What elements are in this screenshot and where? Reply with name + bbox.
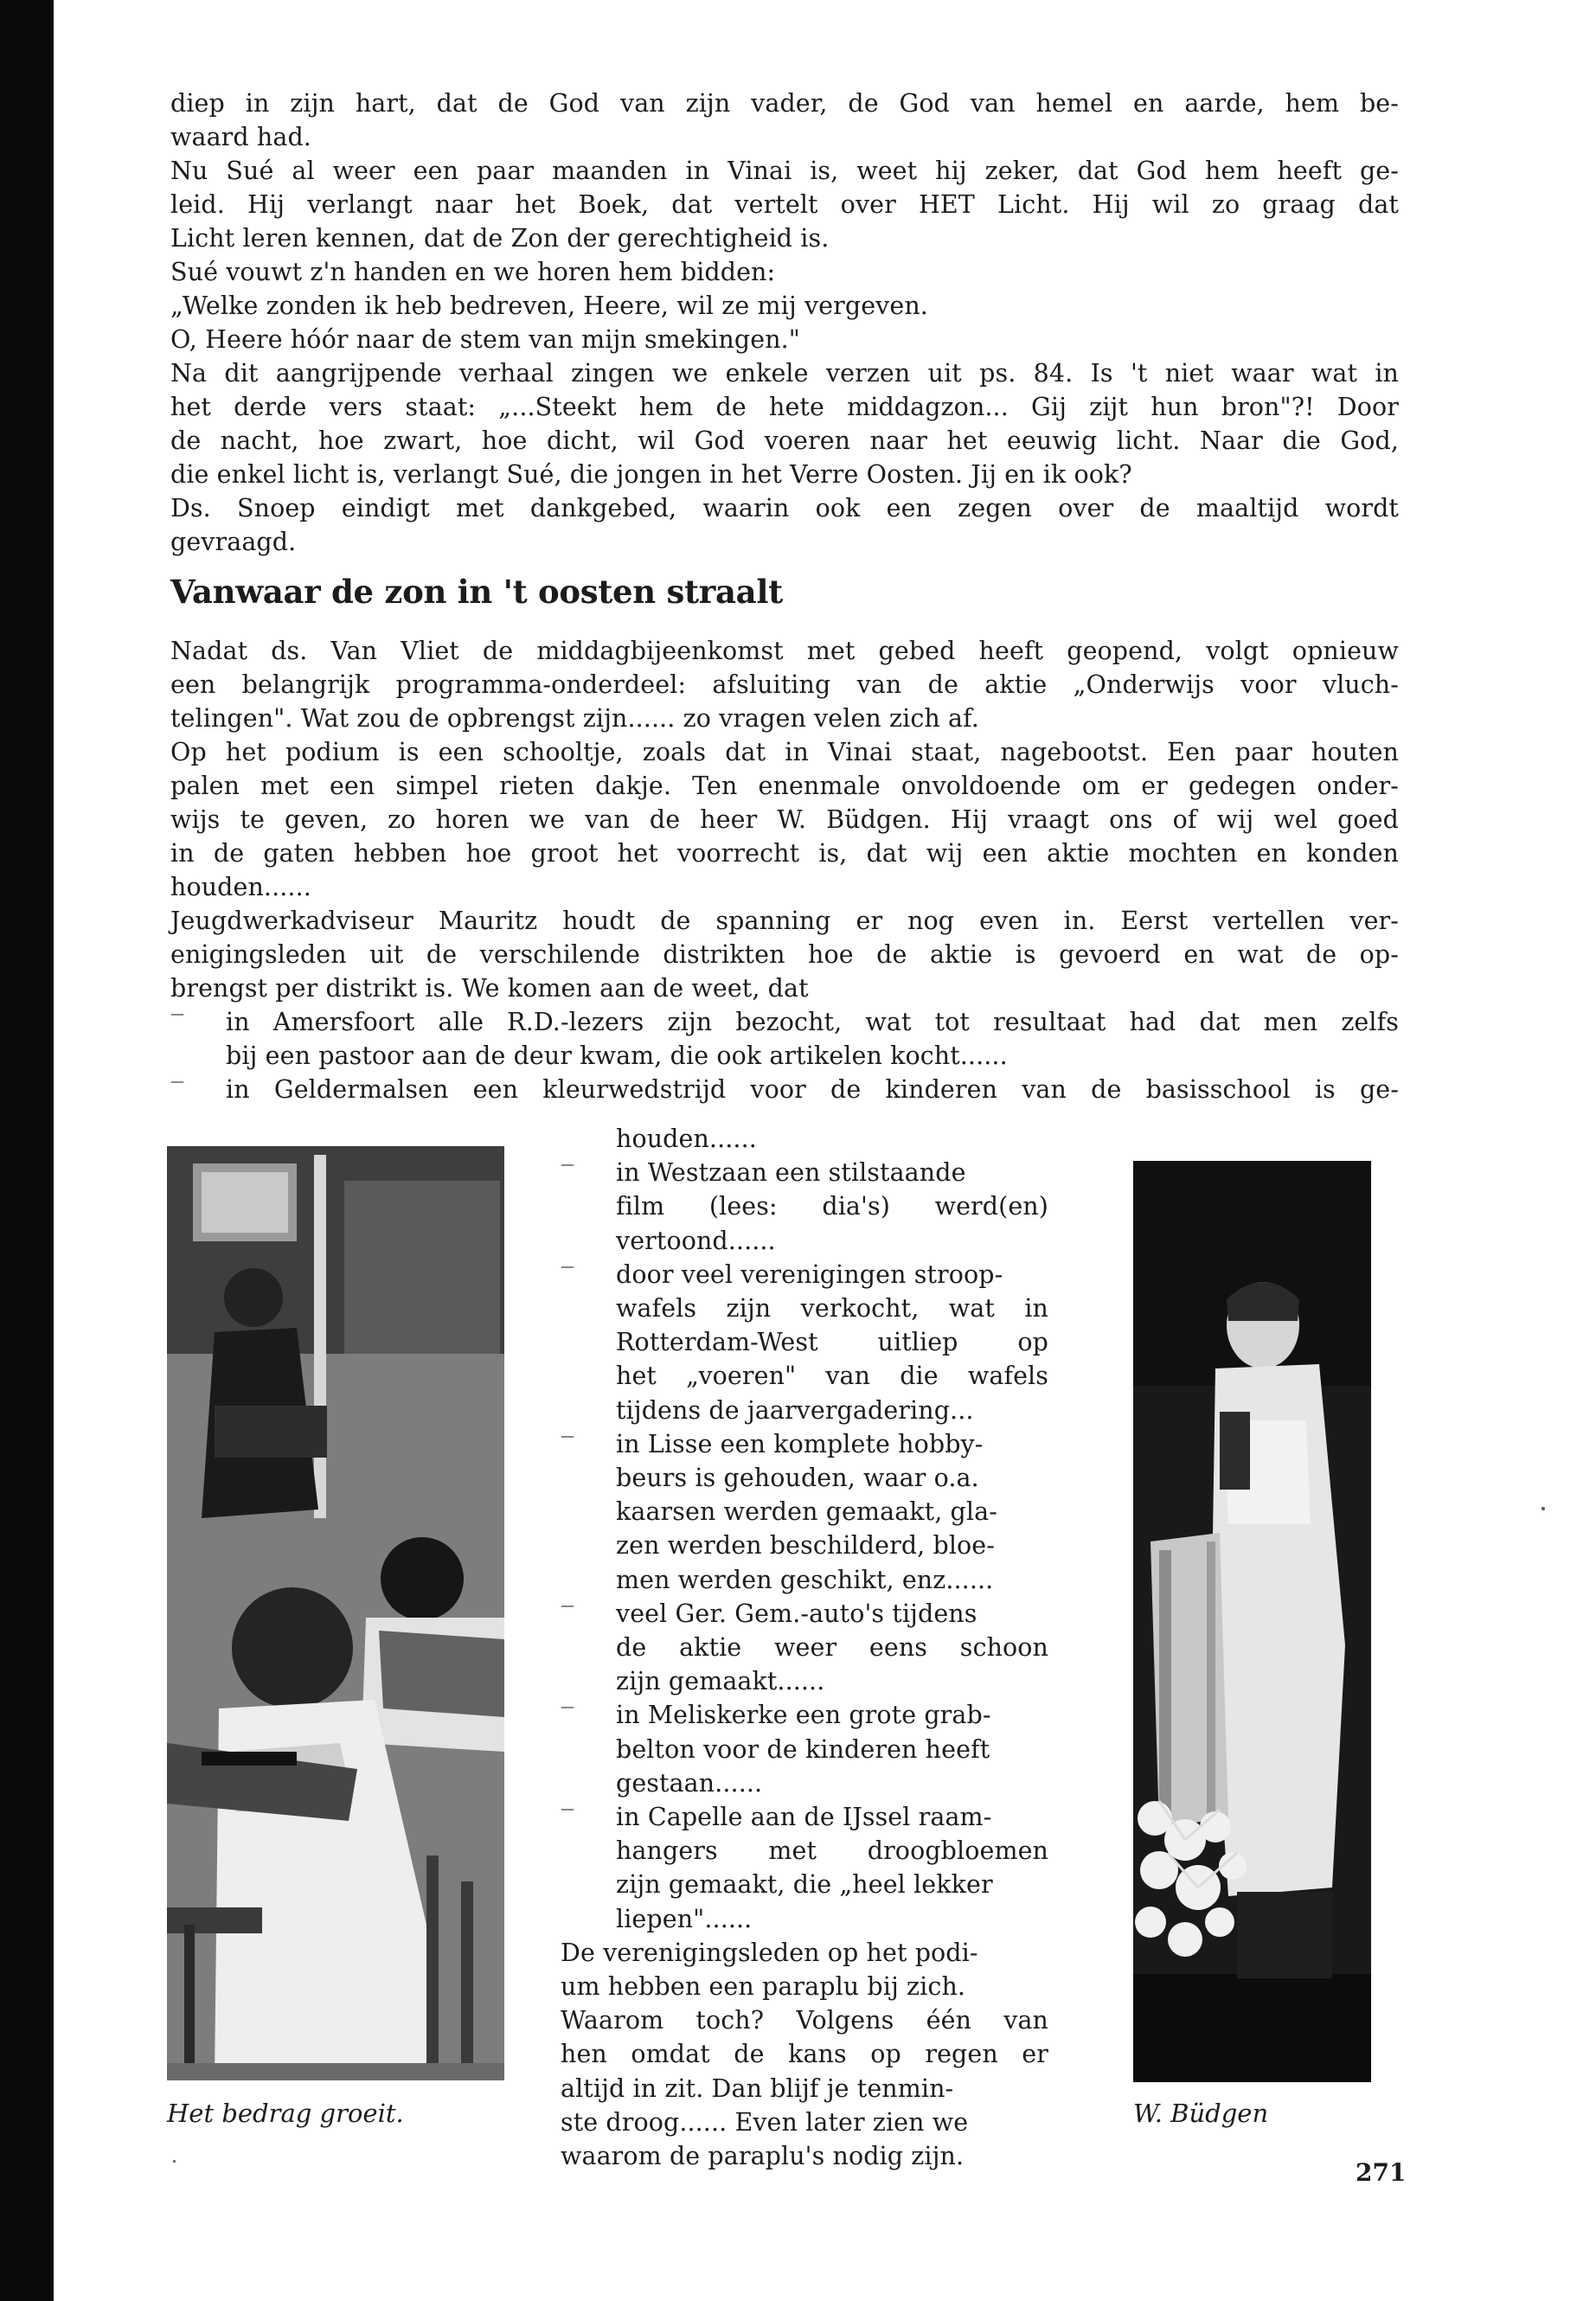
text-line: altijd in zit. Dan blijf je tenmin- [561,2073,954,2103]
text-line: zijn gemaakt...... [616,1667,825,1696]
text-line: Na dit aangrijpende verhaal zingen we enkele verzen uit ps. 84. Is 't niet waar wat in [170,359,1399,388]
list-item [170,1005,1399,1073]
text-line: men werden geschikt, enz...... [616,1565,994,1594]
dash-marker: — [561,1698,574,1715]
text-line: leid. Hij verlangt naar het Boek, dat vertelt over HET Licht. Hij wil zo graag dat [170,190,1399,219]
text-line: zen werden beschilderd, bloe- [616,1531,995,1561]
text-line: Ds. Snoep eindigt met dankgebed, waarin ook een zegen over de maaltijd wordt [170,494,1399,522]
text-line: houden...... [616,1125,757,1153]
text-line: kaarsen werden gemaakt, gla- [616,1497,997,1527]
text-line: ste droog...... Even later zien we [561,2107,969,2137]
text-line: Rotterdam-West uitliep op [616,1328,1048,1357]
text-line: De verenigingsleden op het podi- [561,1938,978,1967]
text-line: waarom de paraplu's nodig zijn. [561,2142,965,2171]
list-item [561,1800,1048,1936]
text-line: wafels zijn verkocht, wat in [616,1294,1048,1324]
caption-left: Het bedrag groeit. [167,2099,404,2128]
text-line: waard had. [170,123,311,151]
text-line: enigingsleden uit de verschilende distrikten hoe de aktie is gevoerd en wat de op- [170,940,1399,969]
text-line: door veel verenigingen stroop- [616,1259,1003,1289]
text-line: tijdens de jaarvergadering... [616,1395,974,1425]
scan-speck [173,2160,176,2163]
photo-audience [167,1146,504,2080]
text-line: in Capelle aan de IJssel raam- [616,1803,992,1832]
scan-speck [1542,1507,1545,1510]
text-line: veel Ger. Gem.-auto's tijdens [616,1599,977,1628]
dash-marker: — [561,1596,574,1613]
text-line: beurs is gehouden, waar o.a. [616,1464,979,1493]
text-line: de aktie weer eens schoon [616,1633,1048,1663]
text-line: palen met een simpel rieten dakje. Ten enenmale onvoldoende om er gedegen onder- [170,772,1399,800]
text-line: belton voor de kinderen heeft [616,1734,990,1764]
text-line: hangers met droogbloemen [616,1836,1048,1866]
text-line: vertoond...... [616,1226,776,1255]
text-line: O, Heere hóór naar de stem van mijn smekingen." [170,325,801,354]
text-line: film (lees: dia's) werd(en) [616,1192,1048,1221]
text-line: gestaan...... [616,1768,763,1798]
text-line: zijn gemaakt, die „heel lekker [616,1870,993,1900]
text-line: um hebben een paraplu bij zich. [561,1972,966,2002]
text-line: „Welke zonden ik heb bedreven, Heere, wil ze mij vergeven. [170,292,928,320]
text-line: in Meliskerke een grote grab- [616,1701,991,1730]
text-line: Sué vouwt z'n handen en we horen hem bidden: [170,258,776,286]
text-line: die enkel licht is, verlangt Sué, die jongen in het Verre Oosten. Jij en ik ook? [170,460,1132,489]
page-number: 271 [1356,2158,1407,2187]
list-item [561,1698,1048,1800]
section-heading: Vanwaar de zon in 't oosten straalt [170,573,783,611]
text-line: Nadat ds. Van Vliet de middagbijeenkomst met gebed heeft geopend, volgt opnieuw [170,637,1399,665]
text-line: Jeugdwerkadviseur Mauritz houdt de spanning er nog even in. Eerst vertellen ver- [170,907,1399,935]
photo-audience-image [167,1146,504,2080]
text-line: brengst per distrikt is. We komen aan de weet, dat [170,974,809,1003]
list-item [170,1073,1399,1106]
text-line: hen omdat de kans op regen er [561,2040,1048,2069]
text-line: liepen"...... [616,1904,753,1933]
dash-marker: — [170,1005,184,1022]
list-item [561,1597,1048,1699]
text-line: Licht leren kennen, dat de Zon der gerechtigheid is. [170,224,830,253]
list-item [561,1258,1048,1427]
text-line: in Lisse een komplete hobby- [616,1429,984,1458]
text-line: in Westzaan een stilstaande [616,1158,966,1188]
text-line: bij een pastoor aan de deur kwam, die ook artikelen kocht...... [226,1042,1008,1070]
dash-marker: — [170,1073,184,1089]
text-line: de nacht, hoe zwart, hoe dicht, wil God voeren naar het eeuwig licht. Naar die God, [170,426,1399,455]
text-line: telingen". Wat zou de opbrengst zijn...... zo vragen velen zich af. [170,704,979,733]
photo-speaker-image [1133,1161,1371,2082]
text-line: diep in zijn hart, dat de God van zijn vader, de God van hemel en aarde, hem be- [170,89,1399,118]
text-line: in de gaten hebben hoe groot het voorrecht is, dat wij een aktie mochten en konden [170,839,1399,868]
text-line: in Amersfoort alle R.D.-lezers zijn bezocht, wat tot resultaat had dat men zelfs [226,1008,1399,1036]
text-line: het derde vers staat: „...Steekt hem de hete middagzon... Gij zijt hun bron"?! Door [170,393,1399,421]
list-item [561,1156,1048,1258]
intro-text [170,87,1399,559]
text-line: een belangrijk programma-onderdeel: afsluiting van de aktie „Onderwijs voor vluch- [170,670,1399,699]
dash-marker: — [561,1156,574,1173]
dash-marker: — [561,1257,574,1274]
photo-speaker [1133,1161,1371,2082]
section-text [170,634,1399,1106]
text-line: Op het podium is een schooltje, zoals dat in Vinai staat, nagebootst. Een paar houten [170,738,1399,766]
list-item [561,1427,1048,1597]
text-line: Nu Sué al weer een paar maanden in Vinai is, weet hij zeker, dat God hem heeft ge- [170,157,1399,185]
text-line: in Geldermalsen een kleurwedstrijd voor de kinderen van de basisschool is ge- [226,1075,1399,1104]
middle-column [561,1122,1048,2173]
text-line: Waarom toch? Volgens één van [561,2006,1048,2035]
text-line: houden...... [170,873,311,901]
dash-marker: — [561,1426,574,1444]
dash-marker: — [561,1800,574,1817]
caption-right: W. Büdgen [1133,2099,1269,2128]
text-line: gevraagd. [170,528,297,556]
text-line: wijs te geven, zo horen we van de heer W. Büdgen. Hij vraagt ons of wij wel goed [170,805,1399,834]
text-line: het „voeren" van die wafels [616,1362,1048,1391]
